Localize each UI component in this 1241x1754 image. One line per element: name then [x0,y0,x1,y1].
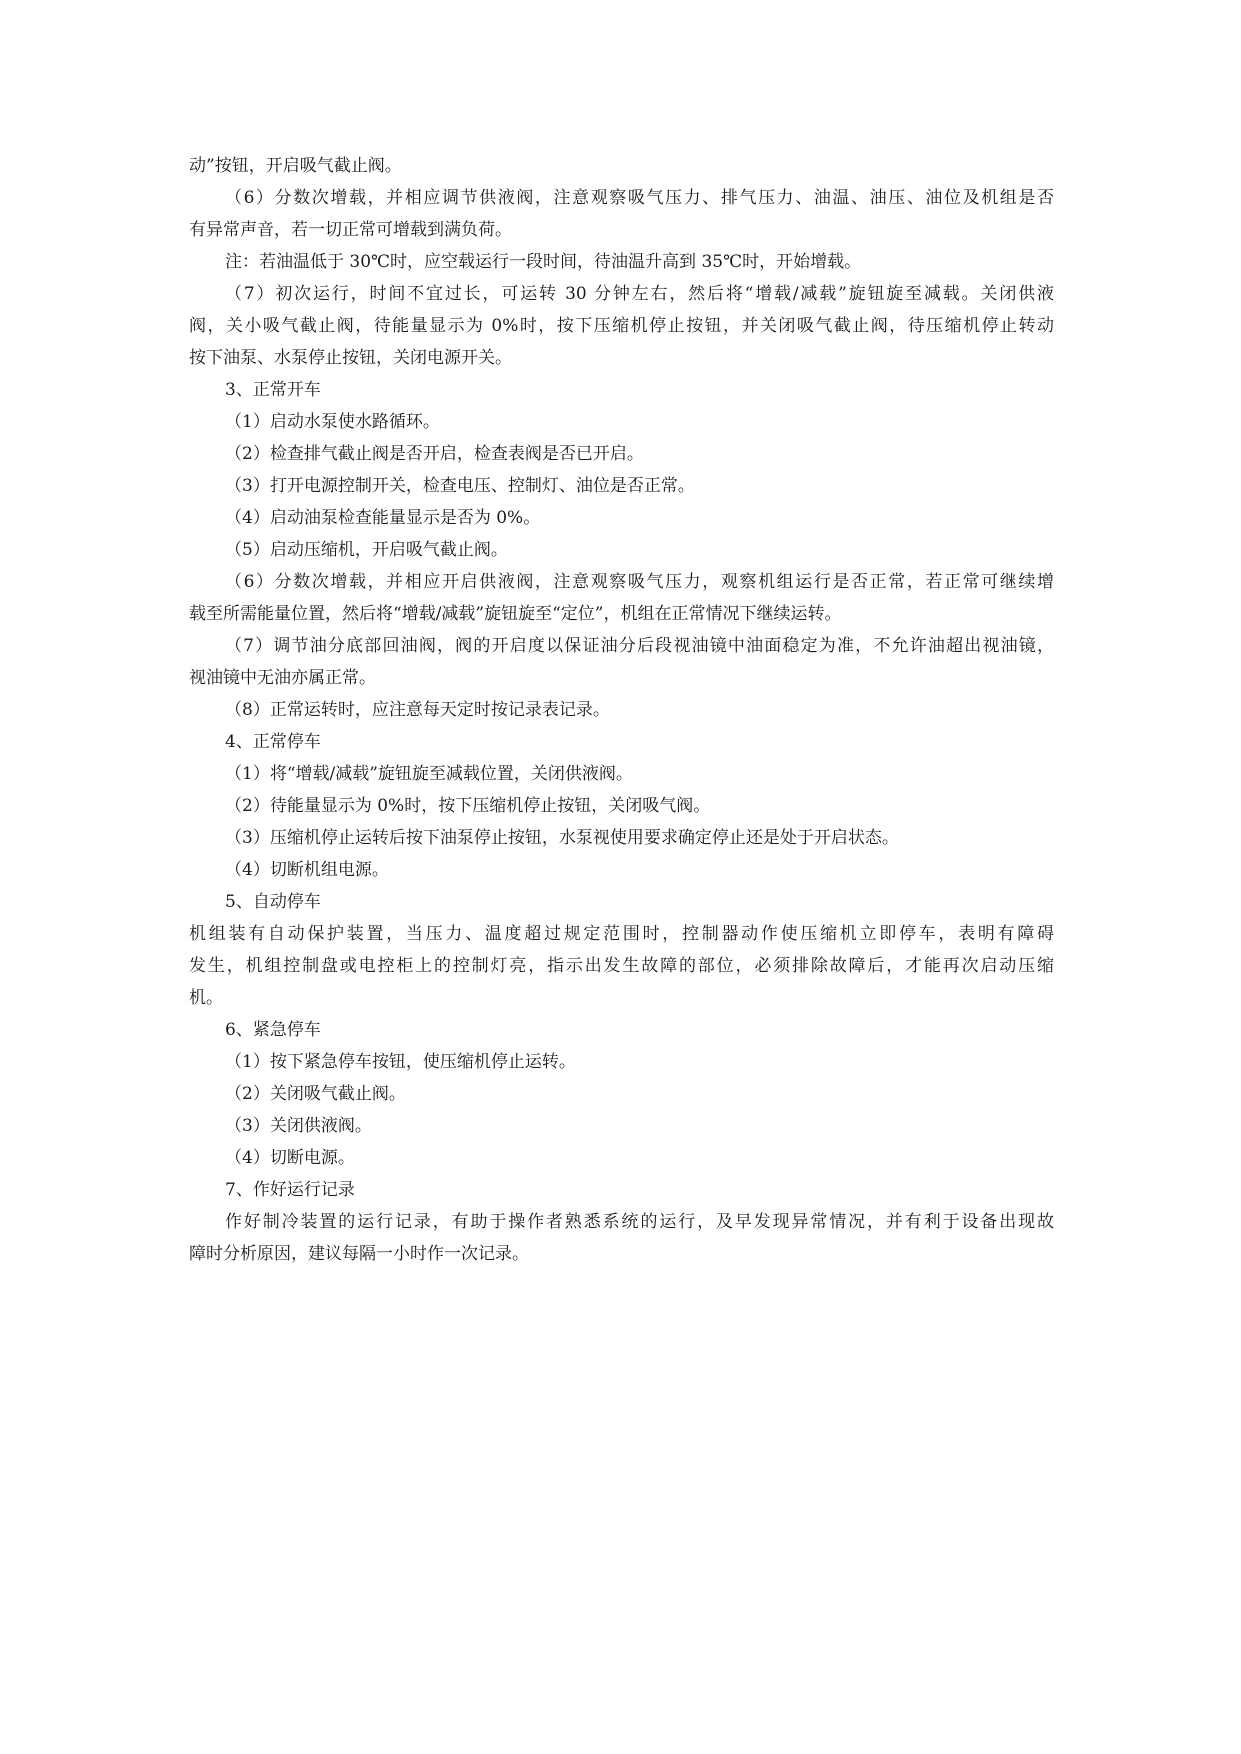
text-line: 3、正常开车 [225,380,321,400]
text-line: （6）分数次增载，并相应开启供液阀，注意观察吸气压力，观察机组运行是否正常，若正常可继续增 [225,572,1054,592]
text-line: 障时分析原因，建议每隔一小时作一次记录。 [189,1244,529,1264]
text-line: 7、作好运行记录 [225,1180,355,1200]
text-line: 阀，关小吸气截止阀，待能量显示为 0%时，按下压缩机停止按钮，并关闭吸气截止阀，待压缩机停止转动 [189,316,1054,336]
text-line: （1）按下紧急停车按钮，使压缩机停止运转。 [225,1052,576,1072]
text-line: 机组装有自动保护装置，当压力、温度超过规定范围时，控制器动作使压缩机立即停车，表明有障碍 [189,924,1054,944]
text-line: （1）将“增载/减载”旋钮旋至减载位置，关闭供液阀。 [225,764,633,784]
text-line: （1）启动水泵使水路循环。 [225,412,440,432]
text-line: （7）初次运行，时间不宜过长，可运转 30 分钟左右，然后将“增载/减载”旋钮旋至减载。关闭供液 [225,284,1054,304]
text-line: 载至所需能量位置，然后将“增载/减载”旋钮旋至“定位”，机组在正常情况下继续运转。 [189,604,842,624]
text-line: 5、自动停车 [225,892,321,912]
text-line: 4、正常停车 [225,732,321,752]
text-line: 有异常声音，若一切正常可增载到满负荷。 [189,220,512,240]
text-line: 动”按钮，开启吸气截止阀。 [189,156,402,176]
text-line: （4）切断电源。 [225,1148,355,1168]
document-body [189,150,1054,1270]
text-line: （4）切断机组电源。 [225,860,389,880]
text-line: （7）调节油分底部回油阀，阀的开启度以保证油分后段视油镜中油面稳定为准，不允许油超出视油镜， [225,636,1054,656]
text-line: （3）打开电源控制开关，检查电压、控制灯、油位是否正常。 [225,476,695,496]
text-line: （8）正常运转时，应注意每天定时按记录表记录。 [225,700,610,720]
text-line: （2）检查排气截止阀是否开启，检查表阀是否已开启。 [225,444,644,464]
text-line: 机。 [189,988,223,1008]
text-line: （4）启动油泵检查能量显示是否为 0%。 [225,508,541,528]
text-line: （2）关闭吸气截止阀。 [225,1084,406,1104]
text-line: （3）关闭供液阀。 [225,1116,372,1136]
text-line: 作好制冷装置的运行记录，有助于操作者熟悉系统的运行，及早发现异常情况，并有利于设备出现故 [225,1212,1054,1232]
text-line: （5）启动压缩机，开启吸气截止阀。 [225,540,508,560]
text-line: 注：若油温低于 30℃时，应空载运行一段时间，待油温升高到 35℃时，开始增载。 [225,252,862,272]
text-line: 视油镜中无油亦属正常。 [189,668,376,688]
text-line: 6、紧急停车 [225,1020,321,1040]
text-line: （6）分数次增载，并相应调节供液阀，注意观察吸气压力、排气压力、油温、油压、油位及机组是否 [225,188,1054,208]
text-line: 按下油泵、水泵停止按钮，关闭电源开关。 [189,348,512,368]
text-line: 发生，机组控制盘或电控柜上的控制灯亮，指示出发生故障的部位，必须排除故障后，才能再次启动压缩 [189,956,1054,976]
text-line: （2）待能量显示为 0%时，按下压缩机停止按钮，关闭吸气阀。 [225,796,711,816]
text-line: （3）压缩机停止运转后按下油泵停止按钮，水泵视使用要求确定停止还是处于开启状态。 [225,828,899,848]
